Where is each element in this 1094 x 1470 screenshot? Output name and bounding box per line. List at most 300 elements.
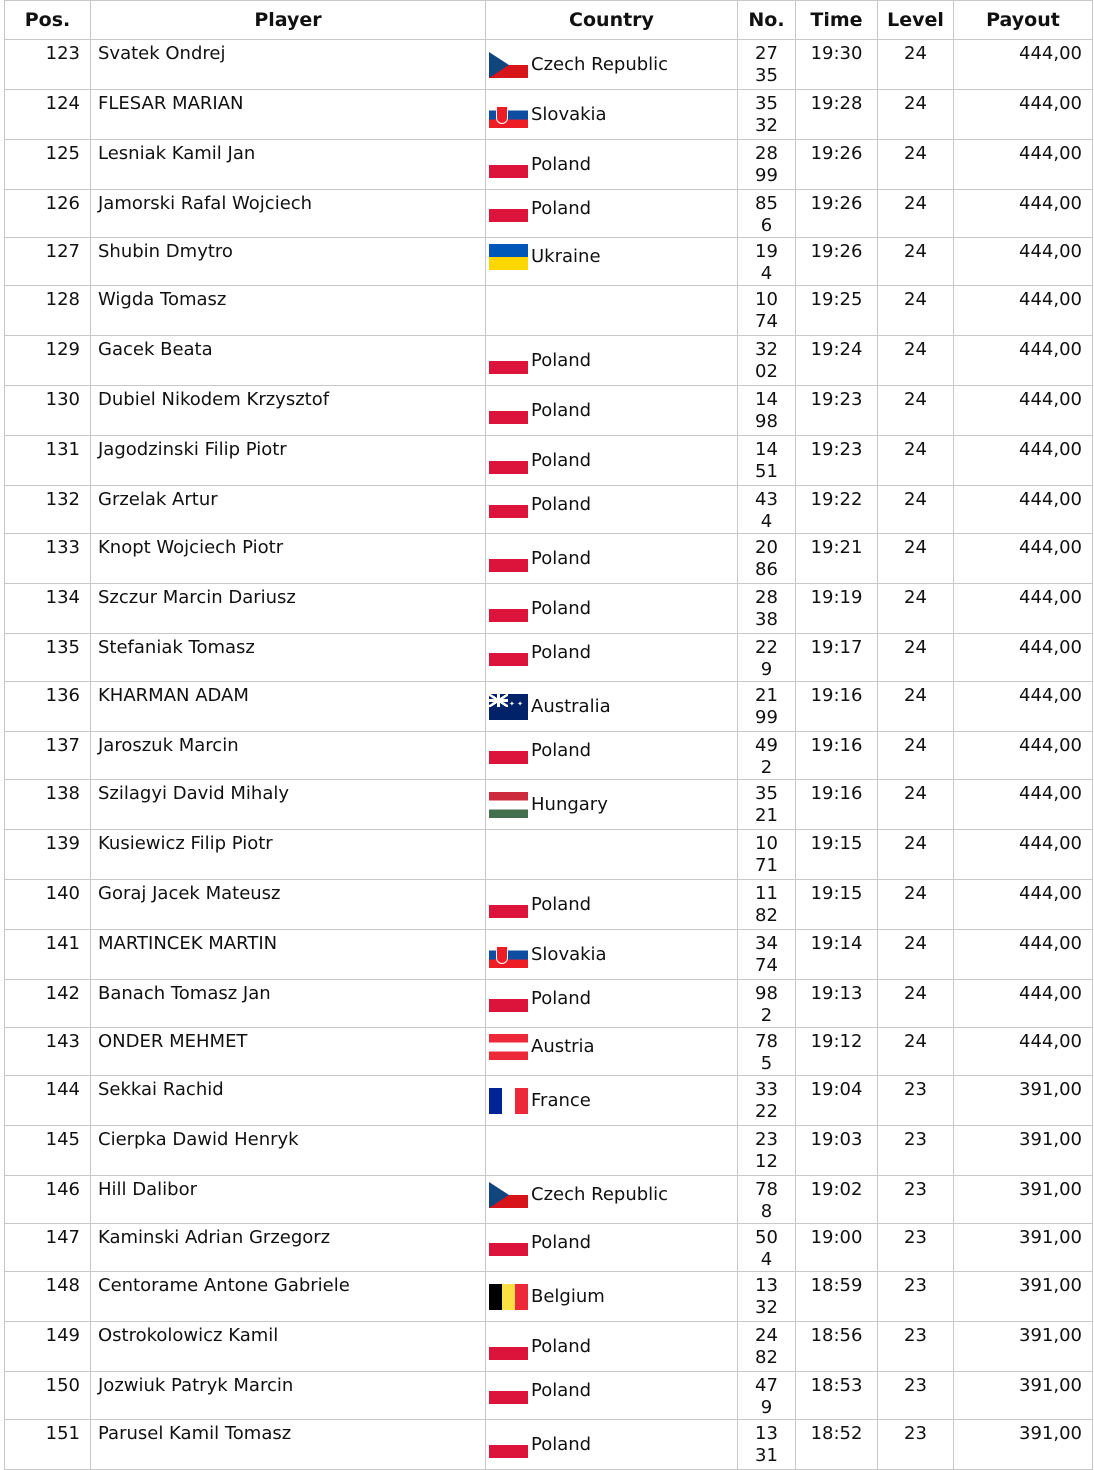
row-country xyxy=(486,40,738,90)
table-row xyxy=(5,1028,1093,1076)
row-position: 135 xyxy=(5,634,91,682)
flag-pl-icon xyxy=(489,398,528,424)
row-level: 24 xyxy=(878,486,954,534)
header-no: No. xyxy=(738,1,796,40)
table-row xyxy=(5,190,1093,238)
row-number: 2312 xyxy=(738,1126,796,1176)
flag-pl-icon xyxy=(489,546,528,572)
row-country xyxy=(486,436,738,486)
country-cell xyxy=(489,439,737,483)
table-row xyxy=(5,140,1093,190)
row-number: 3532 xyxy=(738,90,796,140)
row-level: 24 xyxy=(878,830,954,880)
row-position: 142 xyxy=(5,980,91,1028)
row-player-name: Grzelak Artur xyxy=(91,486,486,534)
row-player-name: FLESAR MARIAN xyxy=(91,90,486,140)
row-number: 3474 xyxy=(738,930,796,980)
row-time: 19:21 xyxy=(796,534,878,584)
flag-pl-icon xyxy=(489,348,528,374)
row-number: 785 xyxy=(738,1028,796,1076)
row-time: 19:16 xyxy=(796,780,878,830)
row-level: 23 xyxy=(878,1420,954,1470)
table-row xyxy=(5,286,1093,336)
row-position: 130 xyxy=(5,386,91,436)
country-cell xyxy=(489,1179,737,1210)
row-position: 140 xyxy=(5,880,91,930)
flag-fr-icon xyxy=(489,1088,528,1114)
row-position: 137 xyxy=(5,732,91,780)
row-number: 2086 xyxy=(738,534,796,584)
row-level: 23 xyxy=(878,1272,954,1322)
row-time: 19:13 xyxy=(796,980,878,1028)
row-payout: 391,00 xyxy=(954,1076,1093,1126)
row-time: 19:28 xyxy=(796,90,878,140)
row-player-name: Szczur Marcin Dariusz xyxy=(91,584,486,634)
row-level: 24 xyxy=(878,40,954,90)
country-cell xyxy=(489,1325,737,1369)
row-payout: 391,00 xyxy=(954,1126,1093,1176)
country-cell xyxy=(489,289,737,333)
row-level: 24 xyxy=(878,930,954,980)
row-country xyxy=(486,140,738,190)
row-player-name: Gacek Beata xyxy=(91,336,486,386)
row-payout: 444,00 xyxy=(954,584,1093,634)
header-country: Country xyxy=(486,1,738,40)
row-time: 19:16 xyxy=(796,682,878,732)
row-position: 136 xyxy=(5,682,91,732)
header-time: Time xyxy=(796,1,878,40)
country-cell xyxy=(489,735,737,766)
row-time: 19:15 xyxy=(796,880,878,930)
country-cell xyxy=(489,93,737,137)
table-row xyxy=(5,1420,1093,1470)
row-player-name: Cierpka Dawid Henryk xyxy=(91,1126,486,1176)
row-country xyxy=(486,930,738,980)
table-row xyxy=(5,880,1093,930)
header-pos: Pos. xyxy=(5,1,91,40)
row-number: 194 xyxy=(738,238,796,286)
row-player-name: MARTINCEK MARTIN xyxy=(91,930,486,980)
row-payout: 444,00 xyxy=(954,190,1093,238)
row-player-name: Ostrokolowicz Kamil xyxy=(91,1322,486,1372)
table-row xyxy=(5,930,1093,980)
country-name: Poland xyxy=(531,400,592,421)
table-row xyxy=(5,1372,1093,1420)
row-time: 18:59 xyxy=(796,1272,878,1322)
table-row xyxy=(5,980,1093,1028)
row-number: 2199 xyxy=(738,682,796,732)
flag-be-icon xyxy=(489,1284,528,1310)
row-player-name: Hill Dalibor xyxy=(91,1176,486,1224)
flag-pl-icon xyxy=(489,1230,528,1256)
country-cell xyxy=(489,1079,737,1123)
row-number: 788 xyxy=(738,1176,796,1224)
row-time: 19:26 xyxy=(796,140,878,190)
row-player-name: Svatek Ondrej xyxy=(91,40,486,90)
row-country xyxy=(486,1224,738,1272)
row-payout: 444,00 xyxy=(954,386,1093,436)
row-time: 19:30 xyxy=(796,40,878,90)
country-name: Poland xyxy=(531,154,592,175)
row-level: 24 xyxy=(878,880,954,930)
flag-pl-icon xyxy=(489,1432,528,1458)
country-name: Slovakia xyxy=(531,104,607,125)
row-payout: 391,00 xyxy=(954,1176,1093,1224)
table-row xyxy=(5,238,1093,286)
row-payout: 444,00 xyxy=(954,930,1093,980)
flag-pl-icon xyxy=(489,492,528,518)
row-payout: 444,00 xyxy=(954,238,1093,286)
row-player-name: KHARMAN ADAM xyxy=(91,682,486,732)
results-table xyxy=(4,0,1093,1470)
flag-au-icon xyxy=(489,694,528,720)
row-level: 24 xyxy=(878,238,954,286)
row-level: 23 xyxy=(878,1176,954,1224)
row-level: 24 xyxy=(878,386,954,436)
row-country xyxy=(486,1076,738,1126)
header-row xyxy=(5,1,1093,40)
country-name: Poland xyxy=(531,493,592,515)
country-cell xyxy=(489,685,737,729)
flag-sk-icon xyxy=(489,942,528,968)
row-number: 3202 xyxy=(738,336,796,386)
row-player-name: Jagodzinski Filip Piotr xyxy=(91,436,486,486)
row-player-name: Goraj Jacek Mateusz xyxy=(91,880,486,930)
row-position: 138 xyxy=(5,780,91,830)
country-name: Austria xyxy=(531,1035,595,1057)
country-cell xyxy=(489,241,737,272)
row-level: 23 xyxy=(878,1322,954,1372)
row-position: 143 xyxy=(5,1028,91,1076)
row-position: 126 xyxy=(5,190,91,238)
flag-pl-icon xyxy=(489,640,528,666)
flag-pl-icon xyxy=(489,152,528,178)
row-country xyxy=(486,732,738,780)
row-position: 139 xyxy=(5,830,91,880)
flag-sk-icon xyxy=(489,102,528,128)
row-country xyxy=(486,386,738,436)
row-number: 1332 xyxy=(738,1272,796,1322)
row-time: 19:14 xyxy=(796,930,878,980)
row-country xyxy=(486,1126,738,1176)
flag-pl-icon xyxy=(489,1334,528,1360)
row-position: 145 xyxy=(5,1126,91,1176)
country-cell xyxy=(489,783,737,827)
table-row xyxy=(5,1126,1093,1176)
row-payout: 444,00 xyxy=(954,830,1093,880)
flag-pl-icon xyxy=(489,1378,528,1404)
country-name: Poland xyxy=(531,1336,592,1357)
row-player-name: Knopt Wojciech Piotr xyxy=(91,534,486,584)
header-payout: Payout xyxy=(954,1,1093,40)
country-name: Poland xyxy=(531,894,592,915)
row-number: 3322 xyxy=(738,1076,796,1126)
table-row xyxy=(5,534,1093,584)
row-position: 150 xyxy=(5,1372,91,1420)
row-time: 19:16 xyxy=(796,732,878,780)
row-position: 148 xyxy=(5,1272,91,1322)
row-country xyxy=(486,238,738,286)
country-cell xyxy=(489,339,737,383)
row-time: 19:17 xyxy=(796,634,878,682)
row-time: 19:00 xyxy=(796,1224,878,1272)
row-number: 856 xyxy=(738,190,796,238)
row-position: 149 xyxy=(5,1322,91,1372)
row-level: 23 xyxy=(878,1372,954,1420)
row-level: 24 xyxy=(878,286,954,336)
country-name: Hungary xyxy=(531,794,608,815)
results-body xyxy=(5,40,1093,1470)
country-name: Poland xyxy=(531,548,592,569)
row-time: 18:53 xyxy=(796,1372,878,1420)
row-country xyxy=(486,486,738,534)
row-position: 146 xyxy=(5,1176,91,1224)
row-payout: 444,00 xyxy=(954,732,1093,780)
row-time: 19:23 xyxy=(796,436,878,486)
row-time: 19:24 xyxy=(796,336,878,386)
country-name: Poland xyxy=(531,1379,592,1401)
country-name: Poland xyxy=(531,641,592,663)
row-time: 19:23 xyxy=(796,386,878,436)
flag-at-icon xyxy=(489,1034,528,1060)
row-position: 123 xyxy=(5,40,91,90)
country-name: Ukraine xyxy=(531,245,601,267)
row-number: 2838 xyxy=(738,584,796,634)
row-country xyxy=(486,1372,738,1420)
row-country xyxy=(486,286,738,336)
country-cell xyxy=(489,637,737,668)
flag-ua-icon xyxy=(489,244,528,270)
row-player-name: Kaminski Adrian Grzegorz xyxy=(91,1224,486,1272)
header-level: Level xyxy=(878,1,954,40)
row-position: 134 xyxy=(5,584,91,634)
table-row xyxy=(5,830,1093,880)
row-time: 19:26 xyxy=(796,190,878,238)
row-number: 1331 xyxy=(738,1420,796,1470)
row-country xyxy=(486,1272,738,1322)
row-player-name: Jaroszuk Marcin xyxy=(91,732,486,780)
flag-pl-icon xyxy=(489,196,528,222)
country-name: Poland xyxy=(531,1434,592,1455)
table-row xyxy=(5,1176,1093,1224)
row-level: 24 xyxy=(878,584,954,634)
table-row xyxy=(5,634,1093,682)
country-cell xyxy=(489,883,737,927)
row-level: 23 xyxy=(878,1076,954,1126)
country-name: Poland xyxy=(531,197,592,219)
country-cell xyxy=(489,1423,737,1467)
row-payout: 444,00 xyxy=(954,436,1093,486)
row-number: 434 xyxy=(738,486,796,534)
country-cell xyxy=(489,983,737,1014)
table-row xyxy=(5,1322,1093,1372)
table-row xyxy=(5,780,1093,830)
country-cell xyxy=(489,43,737,87)
country-name: Australia xyxy=(531,696,611,717)
row-number: 1451 xyxy=(738,436,796,486)
table-row xyxy=(5,386,1093,436)
row-payout: 391,00 xyxy=(954,1322,1093,1372)
country-cell xyxy=(489,933,737,977)
row-player-name: Wigda Tomasz xyxy=(91,286,486,336)
row-player-name: Stefaniak Tomasz xyxy=(91,634,486,682)
row-player-name: Banach Tomasz Jan xyxy=(91,980,486,1028)
table-row xyxy=(5,682,1093,732)
header-player: Player xyxy=(91,1,486,40)
country-name: Slovakia xyxy=(531,944,607,965)
row-time: 19:19 xyxy=(796,584,878,634)
country-name: Poland xyxy=(531,1231,592,1253)
row-position: 141 xyxy=(5,930,91,980)
row-position: 147 xyxy=(5,1224,91,1272)
row-level: 24 xyxy=(878,336,954,386)
country-name: Poland xyxy=(531,739,592,761)
row-level: 23 xyxy=(878,1126,954,1176)
row-level: 24 xyxy=(878,634,954,682)
row-country xyxy=(486,634,738,682)
row-player-name: Sekkai Rachid xyxy=(91,1076,486,1126)
row-number: 2482 xyxy=(738,1322,796,1372)
row-payout: 444,00 xyxy=(954,40,1093,90)
row-payout: 444,00 xyxy=(954,486,1093,534)
row-payout: 391,00 xyxy=(954,1372,1093,1420)
row-number: 2899 xyxy=(738,140,796,190)
country-name: Czech Republic xyxy=(531,54,669,75)
row-country xyxy=(486,336,738,386)
row-level: 24 xyxy=(878,190,954,238)
country-cell xyxy=(489,143,737,187)
row-player-name: Jamorski Rafal Wojciech xyxy=(91,190,486,238)
row-payout: 444,00 xyxy=(954,682,1093,732)
row-payout: 444,00 xyxy=(954,1028,1093,1076)
row-position: 129 xyxy=(5,336,91,386)
country-cell xyxy=(489,1227,737,1258)
row-country xyxy=(486,90,738,140)
row-level: 23 xyxy=(878,1224,954,1272)
row-payout: 444,00 xyxy=(954,336,1093,386)
table-row xyxy=(5,1076,1093,1126)
row-time: 19:04 xyxy=(796,1076,878,1126)
row-time: 19:22 xyxy=(796,486,878,534)
table-row xyxy=(5,1224,1093,1272)
row-number: 1071 xyxy=(738,830,796,880)
row-position: 125 xyxy=(5,140,91,190)
row-level: 24 xyxy=(878,980,954,1028)
country-cell xyxy=(489,1129,737,1173)
row-number: 3521 xyxy=(738,780,796,830)
row-level: 24 xyxy=(878,436,954,486)
country-cell xyxy=(489,587,737,631)
row-country xyxy=(486,1322,738,1372)
country-cell xyxy=(489,1275,737,1319)
row-number: 1498 xyxy=(738,386,796,436)
row-player-name: Parusel Kamil Tomasz xyxy=(91,1420,486,1470)
row-payout: 444,00 xyxy=(954,90,1093,140)
country-cell xyxy=(489,193,737,224)
row-level: 24 xyxy=(878,534,954,584)
country-name: Poland xyxy=(531,450,592,471)
row-number: 229 xyxy=(738,634,796,682)
row-payout: 444,00 xyxy=(954,980,1093,1028)
table-row xyxy=(5,584,1093,634)
table-row xyxy=(5,90,1093,140)
flag-pl-icon xyxy=(489,448,528,474)
row-country xyxy=(486,534,738,584)
row-position: 128 xyxy=(5,286,91,336)
country-name: France xyxy=(531,1090,591,1111)
row-level: 24 xyxy=(878,140,954,190)
row-time: 19:15 xyxy=(796,830,878,880)
table-row xyxy=(5,436,1093,486)
country-cell xyxy=(489,1031,737,1062)
table-row xyxy=(5,486,1093,534)
row-country xyxy=(486,880,738,930)
row-level: 24 xyxy=(878,90,954,140)
country-cell xyxy=(489,489,737,520)
country-name: Poland xyxy=(531,350,592,371)
row-time: 19:02 xyxy=(796,1176,878,1224)
country-cell xyxy=(489,1375,737,1406)
row-number: 1182 xyxy=(738,880,796,930)
row-time: 19:26 xyxy=(796,238,878,286)
row-position: 132 xyxy=(5,486,91,534)
row-level: 24 xyxy=(878,732,954,780)
row-country xyxy=(486,1176,738,1224)
country-cell xyxy=(489,833,737,877)
country-name: Belgium xyxy=(531,1286,605,1307)
row-player-name: ONDER MEHMET xyxy=(91,1028,486,1076)
row-player-name: Dubiel Nikodem Krzysztof xyxy=(91,386,486,436)
row-number: 2735 xyxy=(738,40,796,90)
row-player-name: Lesniak Kamil Jan xyxy=(91,140,486,190)
row-country xyxy=(486,190,738,238)
row-level: 24 xyxy=(878,1028,954,1076)
row-payout: 444,00 xyxy=(954,286,1093,336)
flag-cz-icon xyxy=(489,1182,528,1208)
row-payout: 444,00 xyxy=(954,634,1093,682)
row-position: 131 xyxy=(5,436,91,486)
row-time: 19:12 xyxy=(796,1028,878,1076)
row-country xyxy=(486,780,738,830)
table-row xyxy=(5,336,1093,386)
row-number: 504 xyxy=(738,1224,796,1272)
flag-pl-icon xyxy=(489,892,528,918)
flag-pl-icon xyxy=(489,738,528,764)
row-payout: 444,00 xyxy=(954,880,1093,930)
row-country xyxy=(486,1028,738,1076)
flag-hu-icon xyxy=(489,792,528,818)
row-country xyxy=(486,980,738,1028)
country-name: Poland xyxy=(531,598,592,619)
row-payout: 391,00 xyxy=(954,1272,1093,1322)
row-player-name: Jozwiuk Patryk Marcin xyxy=(91,1372,486,1420)
row-country xyxy=(486,584,738,634)
table-row xyxy=(5,1272,1093,1322)
row-country xyxy=(486,830,738,880)
row-position: 124 xyxy=(5,90,91,140)
table-row xyxy=(5,40,1093,90)
row-player-name: Centorame Antone Gabriele xyxy=(91,1272,486,1322)
row-position: 151 xyxy=(5,1420,91,1470)
row-player-name: Kusiewicz Filip Piotr xyxy=(91,830,486,880)
country-cell xyxy=(489,537,737,581)
row-number: 492 xyxy=(738,732,796,780)
row-position: 127 xyxy=(5,238,91,286)
row-position: 144 xyxy=(5,1076,91,1126)
row-time: 19:03 xyxy=(796,1126,878,1176)
row-number: 1074 xyxy=(738,286,796,336)
row-payout: 391,00 xyxy=(954,1224,1093,1272)
